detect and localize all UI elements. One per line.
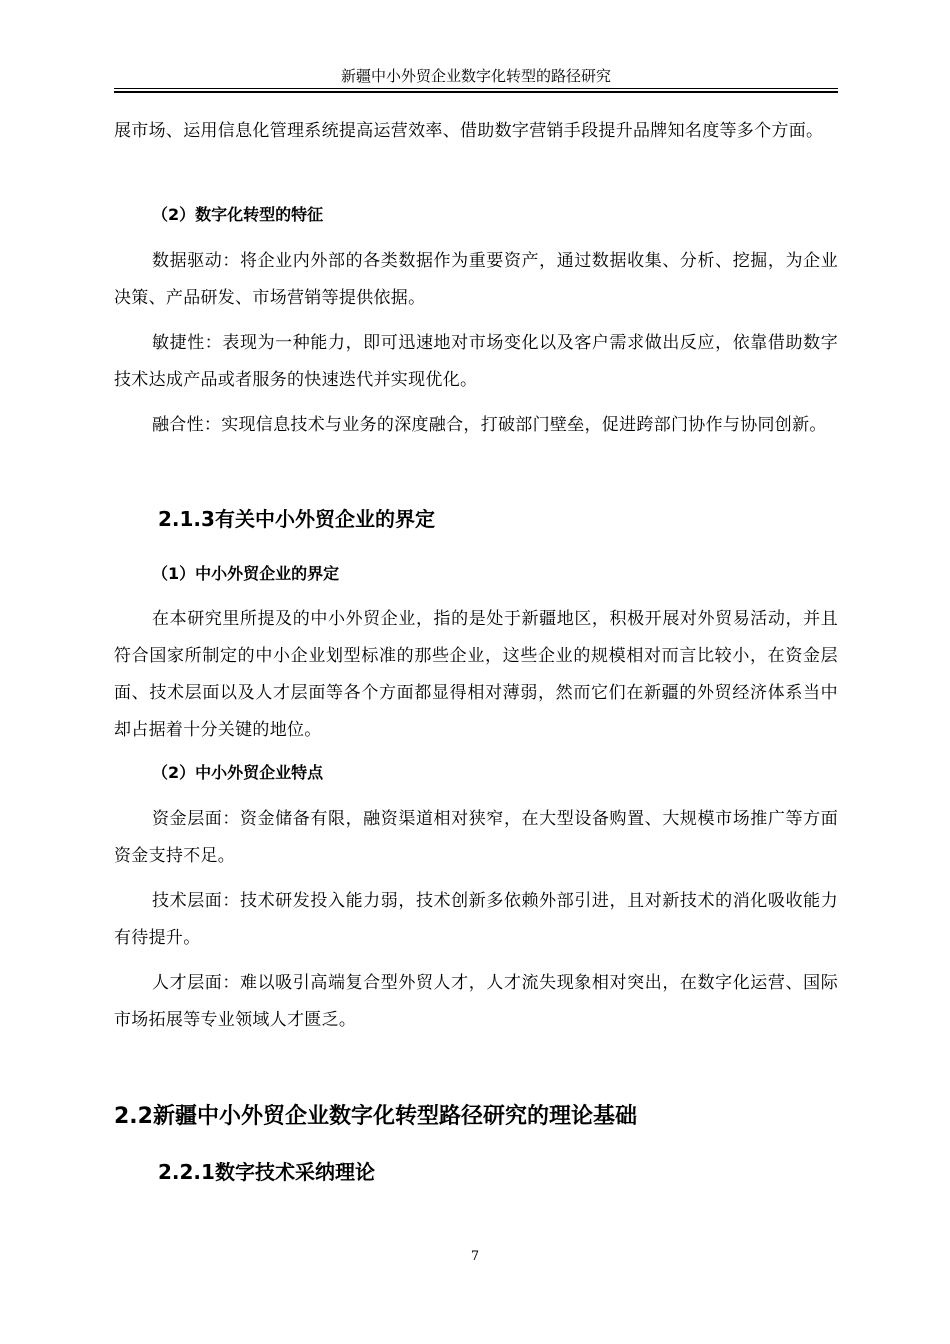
paragraph-talent: 人才层面：难以吸引高端复合型外贸人才，人才流失现象相对突出，在数字化运营、国际市场拓展等专业领域人才匮乏。 — [114, 973, 838, 1030]
section-heading-2-2: 2.2新疆中小外贸企业数字化转型路径研究的理论基础 — [114, 1104, 637, 1129]
page-number: 7 — [470, 1249, 480, 1264]
paragraph-agility: 敏捷性：表现为一种能力，即可迅速地对市场变化以及客户需求做出反应，依靠借助数字技术达成产品或者服务的快速迭代并实现优化。 — [114, 333, 838, 390]
section-heading-2-2-1: 2.2.1数字技术采纳理论 — [158, 1160, 375, 1184]
paragraph-sme-definition: 在本研究里所提及的中小外贸企业，指的是处于新疆地区，积极开展对外贸易活动，并且符合国家所制定的中小企业划型标准的那些企业，这些企业的规模相对而言比较小，在资金层面、技术层面以及人才层面等各个方面都显得相对薄弱，然而它们在新疆的外贸经济体系当中却占据着十分关键的地位。 — [114, 609, 838, 740]
header-rule-thick — [114, 91, 838, 93]
subheading-sme-definition: （1）中小外贸企业的界定 — [152, 564, 340, 583]
paragraph-data-driven: 数据驱动：将企业内外部的各类数据作为重要资产，通过数据收集、分析、挖掘，为企业决策、产品研发、市场营销等提供依据。 — [114, 251, 838, 308]
section-heading-2-1-3: 2.1.3有关中小外贸企业的界定 — [158, 507, 435, 531]
subheading-transformation-features: （2）数字化转型的特征 — [152, 205, 324, 224]
paragraph-integration: 融合性：实现信息技术与业务的深度融合，打破部门壁垒，促进跨部门协作与协同创新。 — [152, 415, 827, 435]
header-rule-thin — [114, 88, 838, 89]
subheading-sme-characteristics: （2）中小外贸企业特点 — [152, 763, 324, 782]
paragraph-continuation: 展市场、运用信息化管理系统提高运营效率、借助数字营销手段提升品牌知名度等多个方面。 — [114, 121, 824, 141]
paragraph-capital: 资金层面：资金储备有限，融资渠道相对狭窄，在大型设备购置、大规模市场推广等方面资金支持不足。 — [114, 809, 838, 866]
running-header: 新疆中小外贸企业数字化转型的路径研究 — [340, 67, 611, 85]
paragraph-technology: 技术层面：技术研发投入能力弱，技术创新多依赖外部引进，且对新技术的消化吸收能力有待提升。 — [114, 891, 838, 948]
